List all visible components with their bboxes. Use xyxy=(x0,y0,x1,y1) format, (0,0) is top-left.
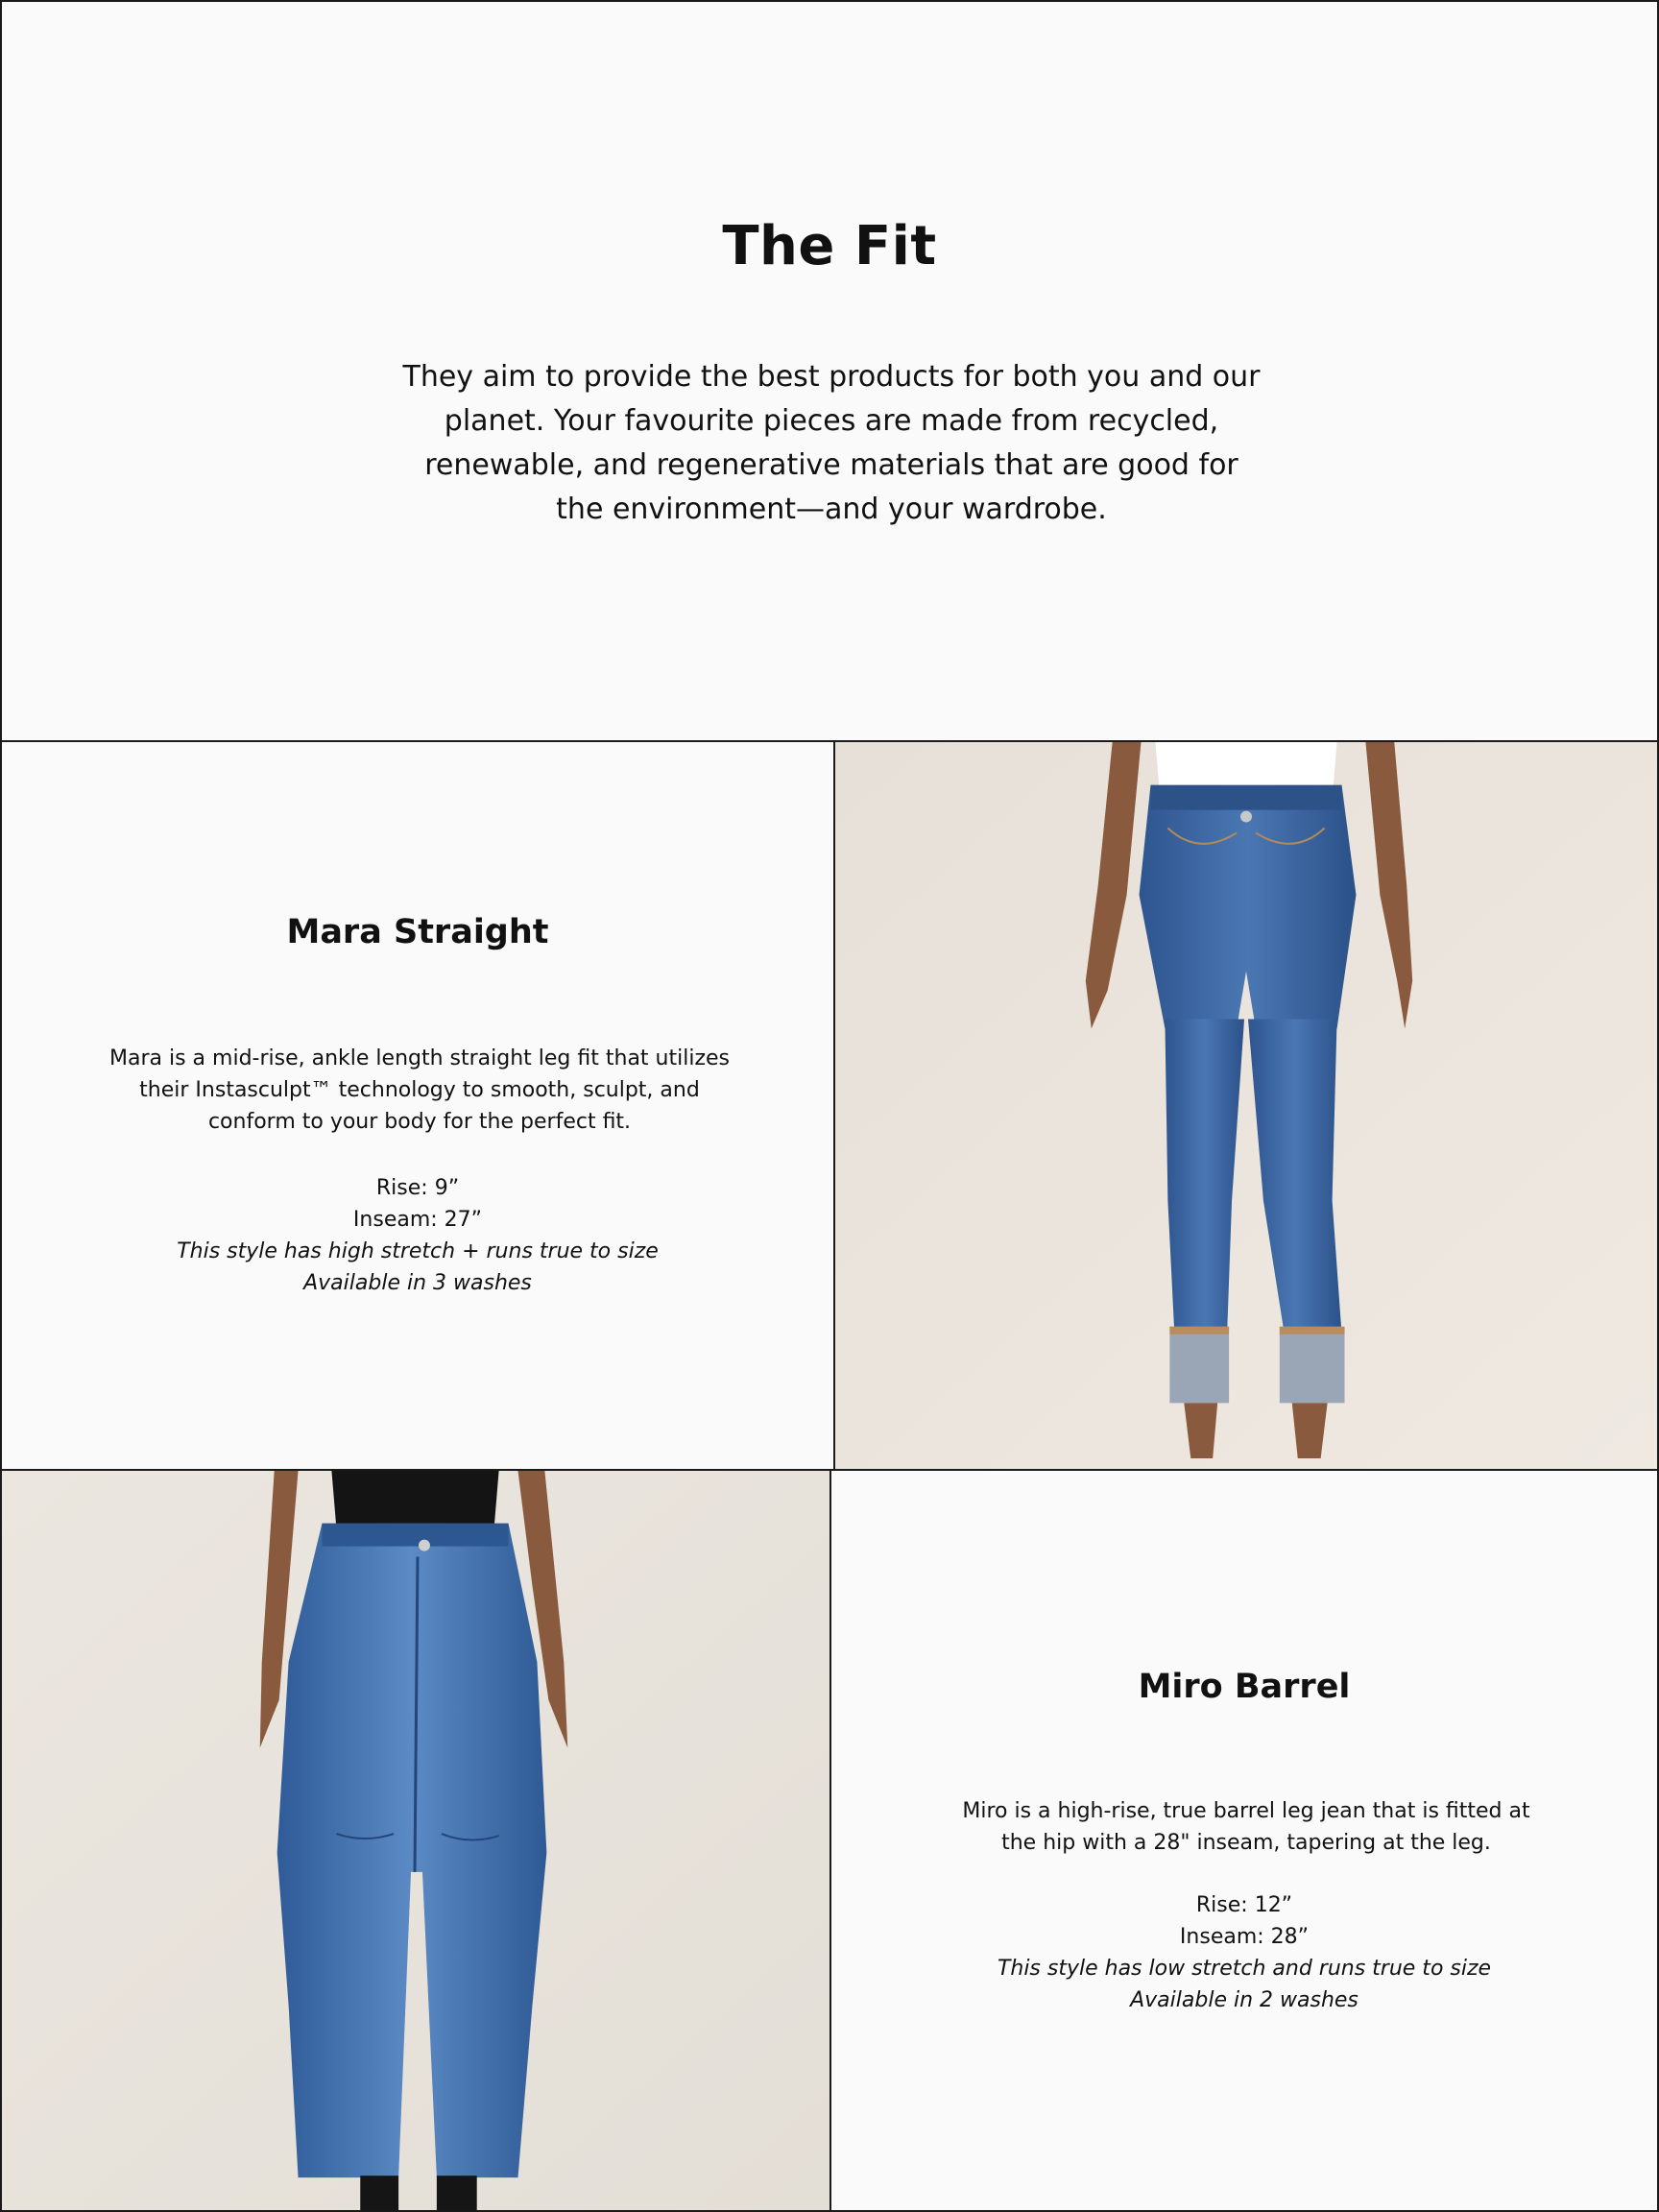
hero-description: They aim to provide the best products for both you and our planet. Your favourite pieces are made from recycled, renewable, and regenerative materials that are good for the environment—and your wardrobe. xyxy=(402,360,1261,526)
product-specs xyxy=(831,1889,1657,2016)
mara-info-panel xyxy=(0,740,835,1471)
washes-note: Available in 2 washes xyxy=(1130,1988,1358,2012)
product-specs xyxy=(2,1172,833,1299)
miro-info-panel xyxy=(830,1469,1659,2212)
rise-spec: Rise: 12” xyxy=(1195,1893,1293,1917)
stretch-note: This style has low stretch and runs true to size xyxy=(997,1957,1492,1981)
product-title: Mara Straight xyxy=(286,913,549,951)
product-description: Miro is a high-rise, true barrel leg jean that is fitted at the hip with a 28" inseam, tapering at the leg. xyxy=(962,1799,1530,1855)
washes-note: Available in 3 washes xyxy=(303,1271,532,1295)
jeans-photo xyxy=(835,742,1657,1469)
mara-product-photo xyxy=(833,740,1659,1471)
jeans-photo xyxy=(2,1471,830,2210)
hero-section xyxy=(0,0,1659,742)
inseam-spec: Inseam: 28” xyxy=(1179,1925,1310,1949)
inseam-spec: Inseam: 27” xyxy=(352,1208,483,1232)
rise-spec: Rise: 9” xyxy=(375,1176,460,1200)
miro-product-photo xyxy=(0,1469,831,2212)
stretch-note: This style has high stretch + runs true to size xyxy=(177,1239,659,1263)
product-description: Mara is a mid-rise, ankle length straight leg fit that utilizes their Instasculpt™ technology to smooth, sculpt, and conform to your body for the perfect fit. xyxy=(109,1046,730,1134)
product-title: Miro Barrel xyxy=(1138,1668,1351,1706)
page-title: The Fit xyxy=(722,215,937,277)
